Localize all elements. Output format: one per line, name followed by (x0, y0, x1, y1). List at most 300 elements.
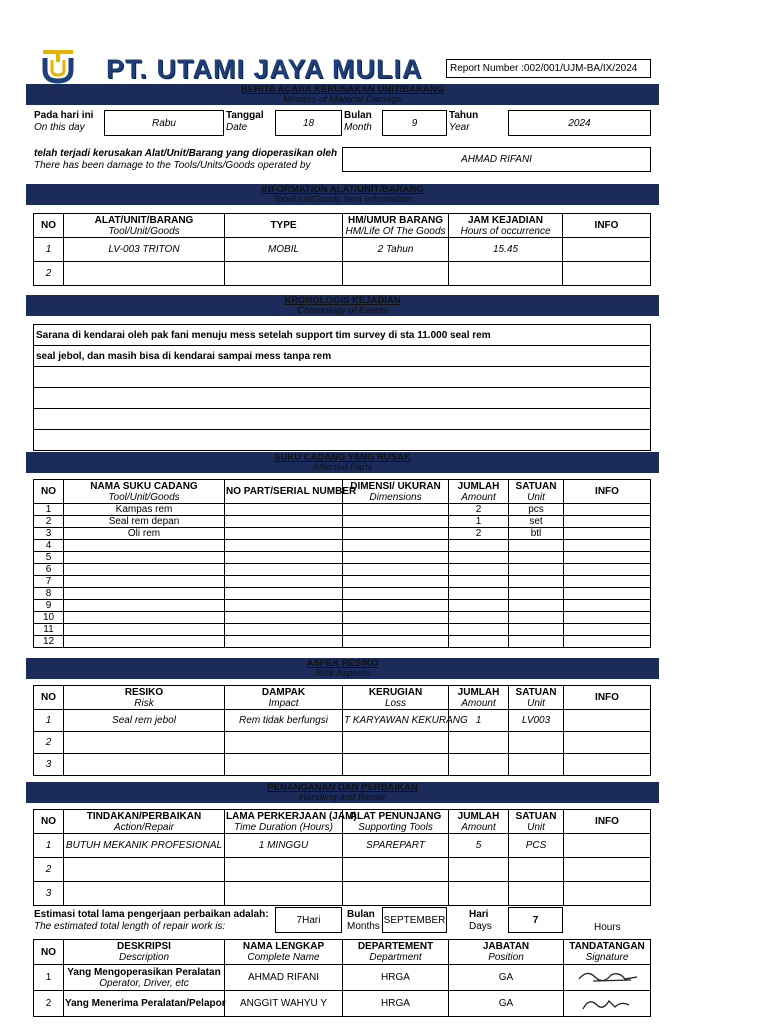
table-cell (64, 576, 225, 588)
document-title: BERITA ACARA KERUSAKAN UNIT/BARANG (240, 84, 444, 95)
chronology-text (34, 409, 651, 430)
column-header-sublabel: Unit (527, 697, 545, 709)
table-cell (64, 754, 225, 776)
column-header (64, 686, 225, 710)
table-cell: 1 (449, 516, 509, 528)
chronology-text: Sarana di kendarai oleh pak fani menuju mess setelah support tim survey di sta 11.000 seal rem (34, 325, 651, 346)
column-header-label: TYPE (270, 220, 297, 231)
table-cell: 10 (34, 612, 64, 624)
signature-position: GA (449, 965, 564, 991)
section-subtitle: Handling and Repair (299, 792, 386, 803)
handwritten-signature-icon (575, 965, 639, 987)
chronology-line (34, 346, 651, 367)
table-row (34, 834, 651, 858)
section-subtitle: Affected Parts (312, 462, 373, 473)
table-row (34, 262, 651, 286)
column-header-sublabel: Position (488, 952, 524, 963)
column-header (564, 940, 651, 965)
column-header-label: TANDATANGAN (569, 941, 645, 952)
table-cell (225, 624, 343, 636)
chronology-text (34, 388, 651, 409)
signature-cell (564, 965, 651, 991)
section-subtitle: Chronology of Events (297, 305, 388, 316)
day-field: Rabu (104, 110, 224, 136)
table-cell (343, 588, 449, 600)
table-cell: 3 (34, 528, 64, 540)
table-cell: 1 (449, 710, 509, 732)
table-cell (564, 576, 651, 588)
table-cell (509, 600, 564, 612)
column-header (449, 810, 509, 834)
table-cell (225, 552, 343, 564)
table-row (34, 564, 651, 576)
table-cell: 4 (34, 540, 64, 552)
section-title: PENANGANAN DAN PERBAIKAN (267, 782, 418, 793)
table-cell: Oli rem (64, 528, 225, 540)
column-header (563, 214, 651, 238)
chronology-text (34, 367, 651, 388)
year-field: 2024 (508, 110, 651, 136)
signature-department: HRGA (343, 991, 449, 1017)
section-band-risk (26, 658, 659, 679)
table-cell (563, 238, 651, 262)
table-cell (225, 858, 343, 882)
table-cell (449, 754, 509, 776)
table-cell (563, 262, 651, 286)
operator-field: AHMAD RIFANI (342, 147, 651, 172)
section-subtitle: Tool/Unit/Goods Item Information (272, 194, 413, 205)
table-cell: 7 (34, 576, 64, 588)
column-header (449, 214, 563, 238)
table-cell (509, 552, 564, 564)
table-cell (225, 600, 343, 612)
month-label: Bulan Month (344, 110, 372, 133)
estimate-month-field: SEPTEMBER (382, 907, 447, 933)
table-cell (343, 858, 449, 882)
column-header (509, 686, 564, 710)
table-cell: 2 (34, 262, 64, 286)
column-header-label: INFO (594, 220, 619, 231)
table-cell (64, 612, 225, 624)
table-cell: 5 (34, 552, 64, 564)
document-subtitle: Minutes of Material Damage (283, 94, 402, 105)
description-text: Yang Mengoperasikan Peralatan (67, 966, 221, 978)
company-name: PT. UTAMI JAYA MULIA (106, 54, 423, 84)
table-row (34, 882, 651, 906)
table-row (34, 754, 651, 776)
table-cell: pcs (509, 504, 564, 516)
estimate-field: 7Hari (275, 907, 342, 933)
table-cell (343, 600, 449, 612)
table-cell (64, 882, 225, 906)
table-cell: MOBIL (225, 238, 343, 262)
table-cell (225, 504, 343, 516)
table-cell: Rem tidak berfungsi (225, 710, 343, 732)
table-cell: 8 (34, 588, 64, 600)
signature-row (34, 965, 651, 991)
parts-table (33, 479, 651, 648)
year-label: Tahun Year (449, 110, 479, 133)
column-header-sublabel: Time Duration (Hours) (234, 821, 333, 833)
signature-no: 2 (34, 991, 64, 1017)
column-header (343, 940, 449, 965)
table-cell (64, 540, 225, 552)
table-cell (343, 262, 449, 286)
column-header-label: ALAT/UNIT/BARANG (94, 214, 194, 226)
table-cell (225, 612, 343, 624)
column-header-sublabel: HM/Life Of The Goods (345, 225, 446, 237)
table-cell (509, 588, 564, 600)
table-cell (449, 576, 509, 588)
table-cell (509, 612, 564, 624)
table-cell (343, 754, 449, 776)
column-header (225, 480, 357, 504)
table-cell (225, 262, 343, 286)
column-header-label: LAMA PERKERJAAN (JAM) (226, 810, 357, 822)
signature-name: AHMAD RIFANI (225, 965, 343, 991)
column-header (64, 940, 225, 965)
table-cell (449, 262, 563, 286)
table-cell (449, 636, 509, 648)
column-header-sublabel: Department (369, 952, 422, 963)
column-header (449, 940, 564, 965)
table-cell: 11 (34, 624, 64, 636)
table-cell: 2 (449, 528, 509, 540)
table-cell: Seal rem depan (64, 516, 225, 528)
table-cell: Seal rem jebol (64, 710, 225, 732)
table-cell (564, 516, 651, 528)
table-cell (343, 612, 449, 624)
company-logo-icon (40, 46, 76, 84)
chronology-line (34, 430, 651, 451)
table-cell (225, 576, 343, 588)
column-header (34, 686, 64, 710)
table-row (34, 528, 651, 540)
table-cell: 1 (34, 504, 64, 516)
table-cell (564, 636, 651, 648)
section-subtitle: Risk Aspects (315, 668, 370, 679)
table-cell (343, 636, 449, 648)
column-header-label: NO (41, 946, 56, 958)
column-header-sublabel: Hours of occurrence (460, 225, 551, 237)
table-row (34, 710, 651, 732)
table-cell (343, 516, 449, 528)
column-header-sublabel: Description (118, 952, 170, 963)
section-band-chronology (26, 295, 659, 316)
table-cell (509, 732, 564, 754)
table-cell (564, 754, 651, 776)
table-cell (564, 528, 651, 540)
description-subtext: Operator, Driver, etc (99, 977, 189, 989)
column-header-label: ALAT PENUNJANG (349, 810, 442, 822)
table-cell: btl (509, 528, 564, 540)
column-header-sublabel: Amount (461, 821, 496, 833)
table-cell (509, 754, 564, 776)
table-cell: LV-003 TRITON (64, 238, 225, 262)
section-title: KRONOLOGIS KEJADIAN (284, 295, 401, 306)
column-header-sublabel: Tool/Unit/Goods (108, 491, 180, 503)
table-cell: 3 (34, 754, 64, 776)
signature-description (64, 991, 225, 1017)
section-title: INFORMATION ALAT/UNIT/BARANG (261, 184, 424, 195)
column-header-sublabel: Amount (461, 697, 496, 709)
table-cell (449, 624, 509, 636)
table-cell (449, 612, 509, 624)
table-row (34, 858, 651, 882)
table-cell (225, 564, 343, 576)
column-header (225, 686, 343, 710)
table-cell (225, 528, 343, 540)
column-header-sublabel: Impact (268, 697, 299, 709)
column-header-label: DESKRIPSI (117, 941, 171, 952)
column-header (34, 810, 64, 834)
table-cell: 1 (34, 834, 64, 858)
column-header (64, 480, 225, 504)
column-header-label: JUMLAH (457, 686, 500, 698)
table-row (34, 624, 651, 636)
signature-position: GA (449, 991, 564, 1017)
table-row (34, 588, 651, 600)
column-header-label: NO (41, 816, 56, 827)
chronology-text: seal jebol, dan masih bisa di kendarai sampai mess tanpa rem (34, 346, 651, 367)
table-row (34, 238, 651, 262)
column-header-label: DEPARTEMENT (357, 941, 434, 952)
column-header (64, 810, 225, 834)
column-header-label: DIMENSI/ UKURAN (350, 480, 441, 492)
table-row (34, 540, 651, 552)
handwritten-signature-icon (575, 991, 639, 1013)
chronology-line (34, 388, 651, 409)
column-header-sublabel: Amount (461, 491, 496, 503)
column-header (343, 480, 449, 504)
table-cell (225, 588, 343, 600)
table-cell (343, 564, 449, 576)
table-cell (225, 540, 343, 552)
table-cell: LV003 (509, 710, 564, 732)
table-cell (343, 576, 449, 588)
column-header-label: NO (41, 486, 56, 497)
table-cell (564, 858, 651, 882)
column-header (64, 214, 225, 238)
column-header-label: INFO (595, 692, 619, 703)
table-cell (564, 540, 651, 552)
section-title: ASPEK RESIKO (306, 658, 379, 669)
table-cell (564, 882, 651, 906)
section-band-handling (26, 782, 659, 803)
table-cell (64, 624, 225, 636)
table-row (34, 576, 651, 588)
table-cell (564, 624, 651, 636)
table-row (34, 504, 651, 516)
table-cell (449, 882, 509, 906)
table-cell (64, 858, 225, 882)
table-cell (64, 564, 225, 576)
column-header (343, 686, 449, 710)
column-header-sublabel: Loss (384, 697, 407, 709)
column-header-label: SATUAN (515, 480, 557, 492)
chronology-text (34, 430, 651, 451)
table-cell (509, 624, 564, 636)
table-cell: SPAREPART (343, 834, 449, 858)
column-header (509, 810, 564, 834)
column-header (225, 214, 343, 238)
table-cell (449, 552, 509, 564)
table-cell (449, 600, 509, 612)
column-header-label: SATUAN (515, 686, 557, 698)
table-cell (343, 504, 449, 516)
column-header-sublabel: Signature (585, 952, 629, 963)
column-header-label: RESIKO (124, 686, 164, 698)
table-cell: 2 (34, 516, 64, 528)
column-header (449, 480, 509, 504)
column-header (34, 214, 64, 238)
month-field: 9 (382, 110, 447, 136)
table-cell: 3 (34, 882, 64, 906)
table-cell: 6 (34, 564, 64, 576)
table-cell: 2 Tahun (343, 238, 449, 262)
table-cell (64, 262, 225, 286)
table-cell: T KARYAWAN KEKURANG (343, 710, 449, 732)
table-row (34, 600, 651, 612)
table-row (34, 516, 651, 528)
column-header (449, 686, 509, 710)
estimate-hours-label: Hours (594, 922, 621, 933)
column-header-label: NAMA SUKU CADANG (90, 480, 198, 492)
column-header-label: INFO (595, 486, 619, 497)
column-header-sublabel: Unit (527, 491, 545, 503)
table-row (34, 732, 651, 754)
column-header-sublabel: Action/Repair (113, 821, 175, 833)
date-field: 18 (275, 110, 342, 136)
column-header (564, 480, 651, 504)
column-header (564, 810, 651, 834)
table-cell: 1 (34, 710, 64, 732)
table-cell (64, 600, 225, 612)
table-cell: 1 (34, 238, 64, 262)
chronology-line (34, 409, 651, 430)
column-header-label: JABATAN (482, 941, 530, 952)
risk-table (33, 685, 651, 776)
table-cell (509, 636, 564, 648)
column-header (343, 810, 449, 834)
signature-cell (564, 991, 651, 1017)
table-cell (64, 732, 225, 754)
handling-table (33, 809, 651, 906)
column-header-label: NO (41, 220, 56, 231)
table-cell: 5 (449, 834, 509, 858)
chronology-table (33, 324, 651, 451)
signature-description (64, 965, 225, 991)
table-cell (225, 732, 343, 754)
table-cell: 2 (34, 732, 64, 754)
column-header-sublabel: Supporting Tools (358, 821, 433, 833)
signature-no: 1 (34, 965, 64, 991)
table-cell (225, 882, 343, 906)
table-cell (564, 612, 651, 624)
column-header (343, 214, 449, 238)
column-header-sublabel: Complete Name (247, 952, 320, 963)
column-header-label: JAM KEJADIAN (467, 214, 543, 226)
table-cell (449, 732, 509, 754)
table-cell (564, 564, 651, 576)
date-label: Tanggal Date (226, 110, 264, 133)
table-cell: 2 (449, 504, 509, 516)
table-cell: 12 (34, 636, 64, 648)
column-header-label: NO PART/SERIAL NUMBER (226, 486, 357, 497)
estimate-day-field: 7 (508, 907, 563, 933)
info-table (33, 213, 651, 286)
estimate-month-label: Bulan Months (347, 909, 380, 932)
table-cell (564, 600, 651, 612)
table-cell: Kampas rem (64, 504, 225, 516)
table-cell (449, 540, 509, 552)
column-header-sublabel: Unit (527, 821, 545, 833)
table-cell (64, 588, 225, 600)
table-cell (343, 540, 449, 552)
column-header-sublabel: Risk (134, 697, 154, 709)
table-cell (564, 552, 651, 564)
table-cell (225, 636, 343, 648)
estimate-label: Estimasi total lama pengerjaan perbaikan adalah: The estimated total length of repair work is: (34, 909, 269, 932)
description-text: Yang Menerima Peralatan/Pelapor (65, 998, 226, 1009)
table-cell (343, 732, 449, 754)
column-header-label: DAMPAK (261, 686, 306, 698)
column-header-label: JUMLAH (457, 810, 500, 822)
signature-name: ANGGIT WAHYU Y (225, 991, 343, 1017)
table-cell (564, 834, 651, 858)
column-header-sublabel: Dimensions (369, 491, 422, 503)
table-cell (564, 732, 651, 754)
table-cell (509, 564, 564, 576)
column-header (564, 686, 651, 710)
table-cell (64, 636, 225, 648)
column-header (509, 480, 564, 504)
estimate-day-label: Hari Days (469, 909, 492, 932)
table-row (34, 552, 651, 564)
report-number: Report Number :002/001/UJM-BA/IX/2024 (446, 59, 651, 78)
table-cell: 15.45 (449, 238, 563, 262)
table-cell: 2 (34, 858, 64, 882)
column-header-label: NO (41, 692, 56, 703)
section-band-title (26, 84, 659, 105)
column-header-sublabel: Tool/Unit/Goods (108, 225, 180, 237)
table-row (34, 612, 651, 624)
column-header-label: INFO (595, 816, 619, 827)
section-band-parts (26, 452, 659, 473)
column-header (225, 810, 357, 834)
table-cell (64, 552, 225, 564)
table-cell (509, 858, 564, 882)
table-cell: set (509, 516, 564, 528)
table-cell (343, 624, 449, 636)
column-header (34, 940, 64, 965)
section-title: SUKU CADANG YANG RUSAK (274, 452, 411, 463)
table-cell: BUTUH MEKANIK PROFESIONAL (64, 834, 225, 858)
table-cell (343, 552, 449, 564)
table-cell (564, 588, 651, 600)
table-cell (343, 528, 449, 540)
table-cell: 9 (34, 600, 64, 612)
column-header (34, 480, 64, 504)
chronology-line (34, 325, 651, 346)
table-cell (225, 516, 343, 528)
section-band-info (26, 184, 659, 205)
column-header-label: NAMA LENGKAP (242, 941, 325, 952)
column-header-label: TINDAKAN/PERBAIKAN (86, 810, 202, 822)
table-cell (449, 564, 509, 576)
column-header (225, 940, 343, 965)
column-header-label: SATUAN (515, 810, 557, 822)
